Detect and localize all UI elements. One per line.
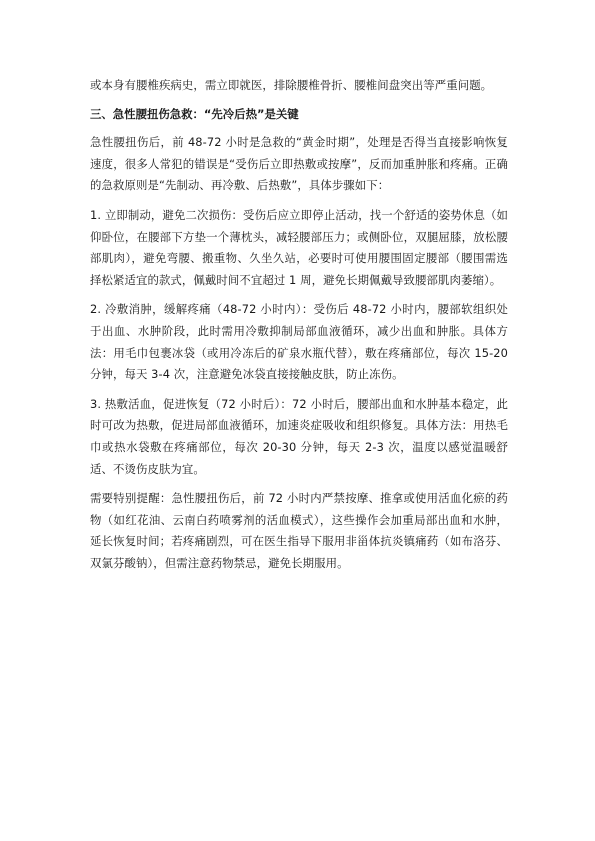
document-body [90, 75, 508, 574]
paragraph-continuation: 或本身有腰椎疾病史，需立即就医，排除腰椎骨折、腰椎间盘突出等严重问题。 [90, 78, 493, 92]
section-heading-first-aid: 三、急性腰扭伤急救：“先冷后热”是关键 [90, 106, 299, 121]
step-3-hot-compress: 3. 热敷活血，促进恢复（72 小时后）：72 小时后，腰部出血和水肿基本稳定，此时可改为热敷，促进局部血液循环，加速炎症吸收和组织修复。具体方法：用热毛巾或热水袋敷在疼痛部位，每次 20-30 分钟，每天 2-3 次，温度以感觉温暖舒适、不烫伤皮肤为宜。 [90, 396, 508, 476]
special-reminder: 需要特别提醒：急性腰扭伤后，前 72 小时内严禁按摩、推拿或使用活血化瘀的药物（如红花油、云南白药喷雾剂的活血模式），这些操作会加重局部出血和水肿，延长恢复时间；若疼痛剧烈，可在医生指导下服用非甾体抗炎镇痛药（如布洛芬、双氯芬酸钠），但需注意药物禁忌，避免长期服用。 [90, 491, 508, 570]
paragraph-intro: 急性腰扭伤后，前 48-72 小时是急救的“黄金时期”，处理是否得当直接影响恢复速度，很多人常犯的错误是“受伤后立即热敷或按摩”，反而加重肿胀和疼痛。正确的急救原则是“先制动、再冷敷、后热敷”，具体步骤如下： [90, 135, 508, 193]
step-1-rest: 1. 立即制动，避免二次损伤：受伤后应立即停止活动，找一个舒适的姿势休息（如仰卧位，在腰部下方垫一个薄枕头，减轻腰部压力；或侧卧位，双腿屈膝，放松腰部肌肉），避免弯腰、搬重物、久坐久站，必要时可使用腰围固定腰部（腰围需选择松紧适宜的款式，佩戴时间不宜超过 1 周，避免长期佩戴导致腰部肌肉萎缩）。 [90, 207, 508, 287]
step-2-cold-compress: 2. 冷敷消肿，缓解疼痛（48-72 小时内）：受伤后 48-72 小时内，腰部软组织处于出血、水肿阶段，此时需用冷敷抑制局部血液循环，减少出血和肿胀。具体方法：用毛巾包裹冰袋（或用冷冻后的矿泉水瓶代替），敷在疼痛部位，每次 15-20 分钟，每天 3-4 次，注意避免冰袋直接接触皮肤，防止冻伤。 [90, 302, 508, 382]
